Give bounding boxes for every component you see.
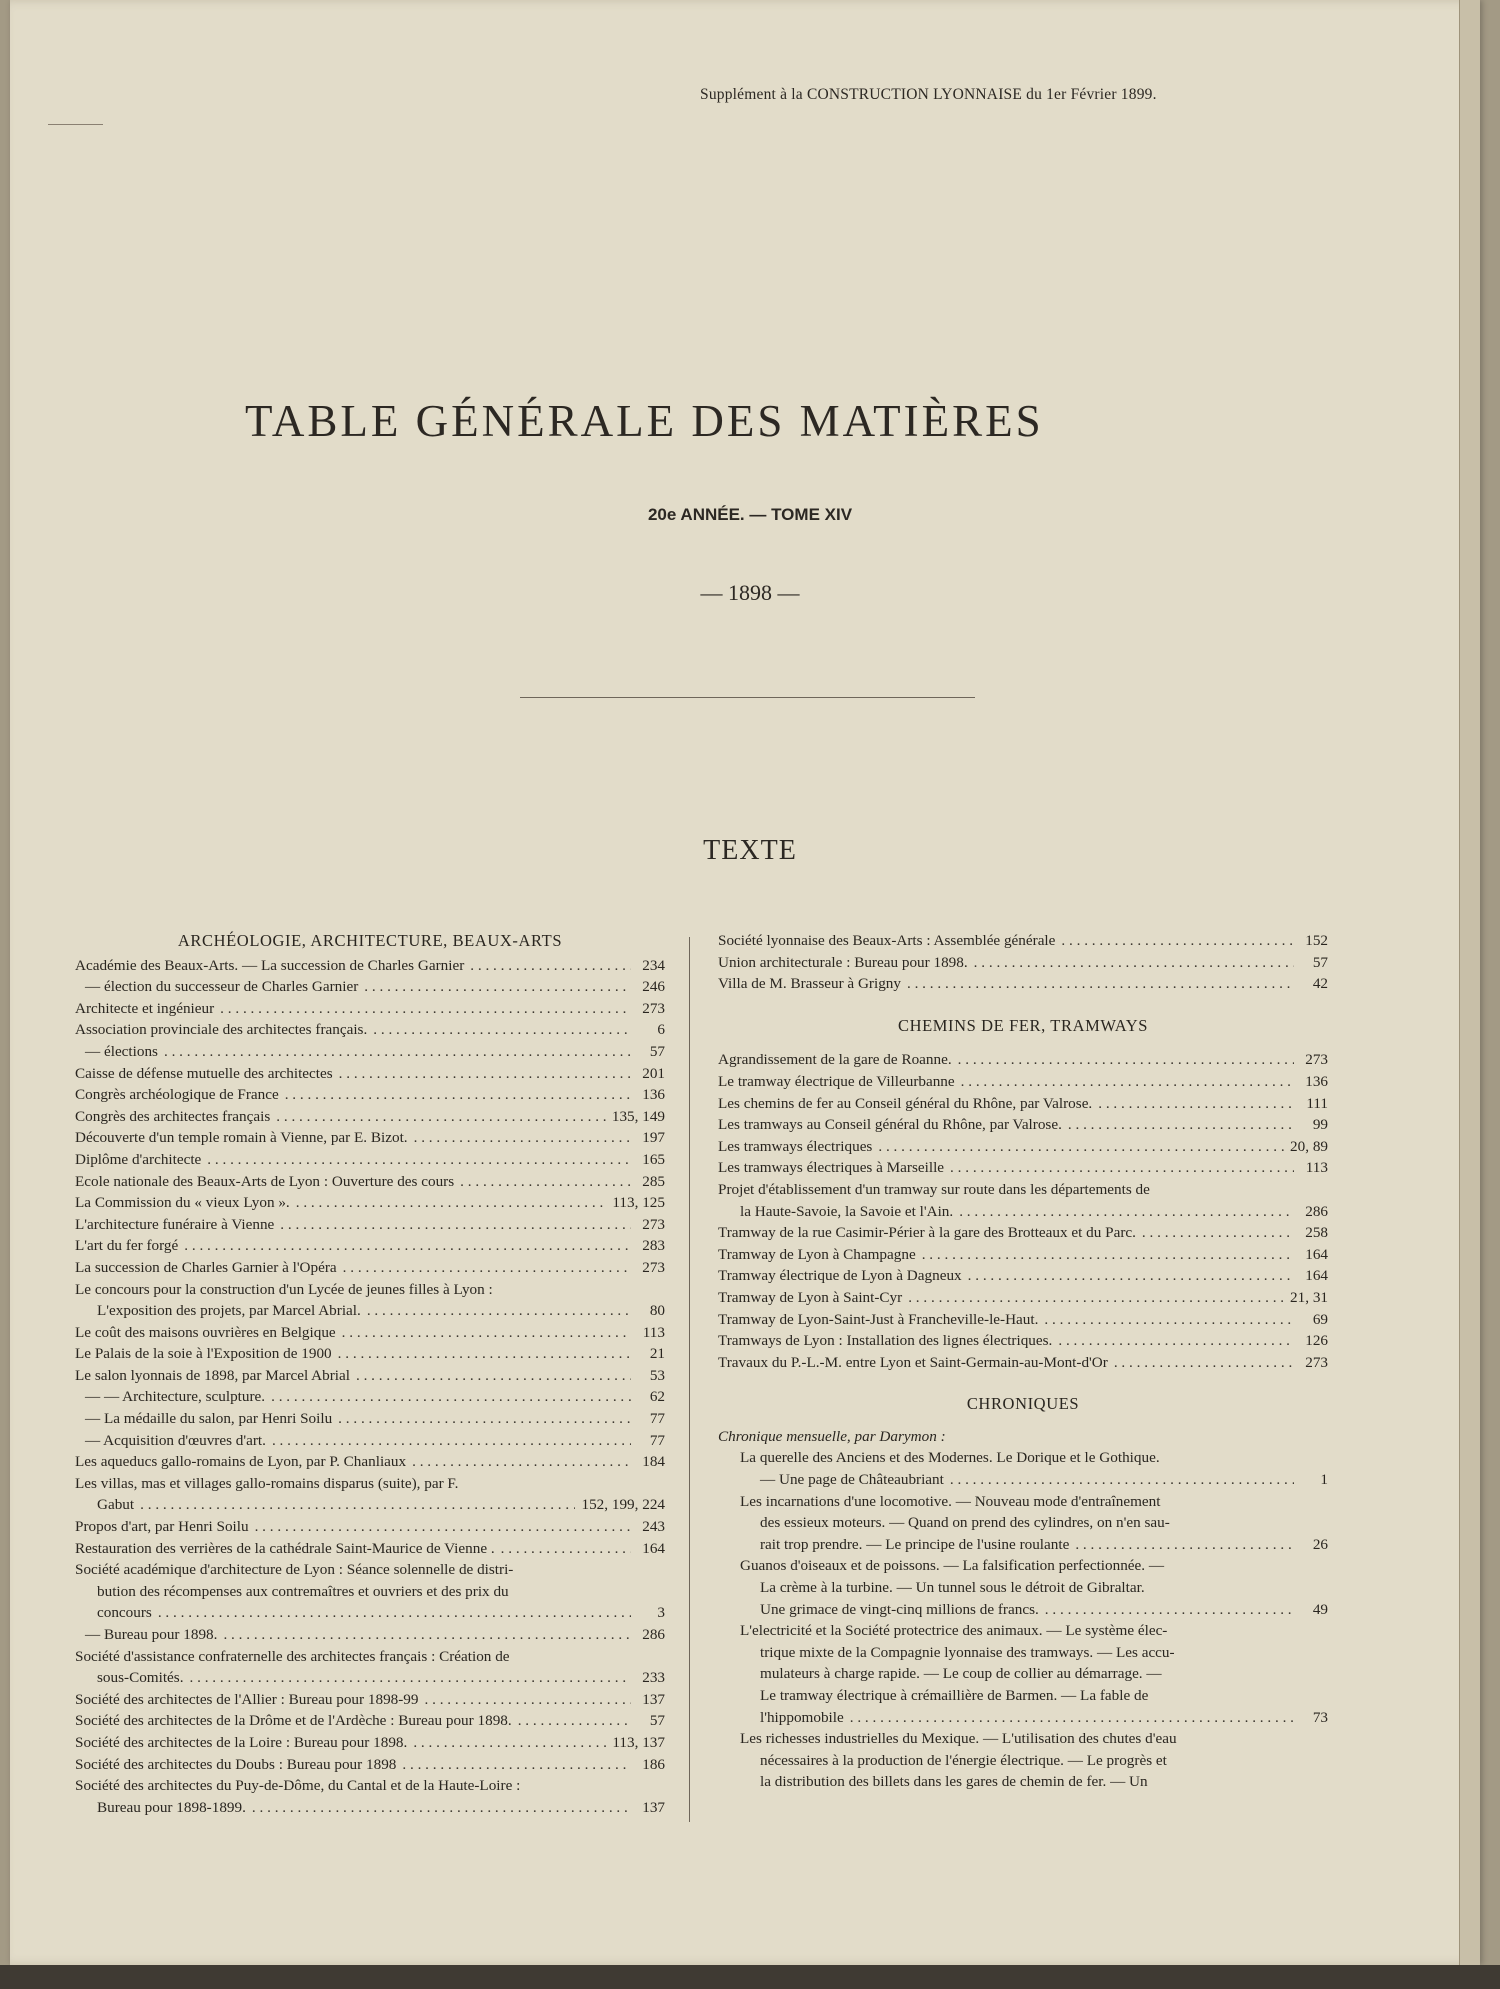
page-number: 137 <box>642 1690 665 1708</box>
scan-bottom-strip <box>0 1965 1500 1989</box>
dot-leader <box>190 1667 632 1689</box>
dot-leader <box>276 1106 606 1128</box>
list-item <box>75 1343 665 1365</box>
entry-title: La querelle des Anciens et des Modernes. Le Dorique et le Gothique. <box>740 1449 1160 1467</box>
entry-title: L'art du fer forgé <box>75 1237 179 1255</box>
list-item <box>75 1365 665 1387</box>
dot-leader <box>878 1136 1284 1158</box>
page-number: 233 <box>642 1669 665 1687</box>
list-item <box>718 1049 1328 1071</box>
entry-title: Académie des Beaux-Arts. — La succession de Charles Garnier <box>75 956 465 974</box>
dot-leader <box>343 1257 631 1279</box>
page-number: 69 <box>1312 1310 1328 1328</box>
list-item <box>718 1201 1328 1223</box>
dot-leader <box>339 1063 631 1085</box>
page-number: 283 <box>642 1237 665 1255</box>
dot-leader <box>412 1451 631 1473</box>
entry-title: — élections <box>85 1042 158 1060</box>
dot-leader <box>413 1732 606 1754</box>
entry-title: Tramway de la rue Casimir-Périer à la gare des Brotteaux et du Parc. <box>718 1224 1136 1242</box>
entry-title: Les richesses industrielles du Mexique. — L'utilisation des chutes d'eau <box>740 1730 1177 1748</box>
entry-title: — Une page de Châteaubriant <box>760 1471 944 1489</box>
list-item <box>75 1602 665 1624</box>
list-item <box>718 1287 1328 1309</box>
list-item <box>75 1322 665 1344</box>
entry-title: Découverte d'un temple romain à Vienne, par E. Bizot. <box>75 1129 408 1147</box>
page-number: 186 <box>642 1755 665 1773</box>
entry-title: Tramway de Lyon-Saint-Just à Francheville-le-Haut. <box>718 1310 1039 1328</box>
entry-title: Société académique d'architecture de Lyon : Séance solennelle de distri- <box>75 1561 514 1579</box>
page-number: 53 <box>649 1366 665 1384</box>
section-title: TEXTE <box>703 835 797 866</box>
page-number: 273 <box>642 1215 665 1233</box>
entry-title: Société des architectes de la Drôme et de l'Ardèche : Bureau pour 1898. <box>75 1712 512 1730</box>
dot-leader <box>950 1469 1294 1491</box>
dot-leader <box>1098 1093 1294 1115</box>
list-item <box>718 1093 1328 1115</box>
page-number: 20, 89 <box>1290 1137 1328 1155</box>
entry-title: l'hippomobile <box>760 1708 844 1726</box>
list-item <box>75 1257 665 1279</box>
entry-title: L'architecture funéraire à Vienne <box>75 1215 275 1233</box>
entry-title: Association provinciale des architectes français. <box>75 1021 368 1039</box>
list-item <box>718 1469 1328 1491</box>
list-item <box>75 1149 665 1171</box>
page-number: 73 <box>1312 1708 1328 1726</box>
page-number: 57 <box>649 1712 665 1730</box>
dot-leader <box>460 1171 631 1193</box>
list-item <box>75 1063 665 1085</box>
section-rule <box>520 697 975 698</box>
entry-title: Société lyonnaise des Beaux-Arts : Assemblée générale <box>718 932 1056 949</box>
entry-title: Les tramways électriques à Marseille <box>718 1159 945 1177</box>
dot-leader <box>280 1214 631 1236</box>
entry-title: Union architecturale : Bureau pour 1898. <box>718 953 968 971</box>
dot-leader <box>207 1149 631 1171</box>
right-column <box>718 930 1328 1793</box>
page-number: 113 <box>642 1323 665 1341</box>
supplement-header: Supplément à la CONSTRUCTION LYONNAISE du 1er Février 1899. <box>700 86 1157 103</box>
dot-leader <box>296 1192 607 1214</box>
entry-title: Guanos d'oiseaux et de poissons. — La falsification perfectionnée. — <box>740 1557 1165 1575</box>
list-item <box>75 1516 665 1538</box>
entry-title: La Commission du « vieux Lyon ». <box>75 1194 290 1212</box>
list-item <box>718 1599 1328 1621</box>
page-title: TABLE GÉNÉRALE DES MATIÈRES <box>245 396 1044 446</box>
list-item <box>75 1408 665 1430</box>
list-item <box>75 1624 665 1646</box>
dot-leader <box>255 1516 631 1538</box>
entry-title: Les villas, mas et villages gallo-romains disparus (suite), par F. <box>75 1474 459 1492</box>
entry-list <box>75 955 665 1819</box>
page-number: 77 <box>649 1431 665 1449</box>
page-number: 184 <box>642 1453 665 1471</box>
list-item <box>718 930 1328 952</box>
dot-leader <box>518 1710 631 1732</box>
dot-leader <box>338 1408 631 1430</box>
entry-title: — Bureau pour 1898. <box>85 1626 218 1643</box>
entry-title: Congrès des architectes français <box>75 1107 271 1125</box>
dot-leader <box>908 1287 1284 1309</box>
entry-title: concours <box>97 1604 152 1622</box>
dot-leader <box>961 1071 1294 1093</box>
page-number: 136 <box>642 1086 665 1104</box>
page-number: 1 <box>1320 1471 1328 1489</box>
list-item <box>75 1430 665 1452</box>
section-heading: CHEMINS DE FER, TRAMWAYS <box>897 1015 1149 1035</box>
dot-leader <box>907 973 1294 995</box>
list-item <box>75 1019 665 1041</box>
dot-leader <box>958 1049 1294 1071</box>
entry-title: bution des récompenses aux contremaîtres et ouvriers et des prix du <box>97 1582 509 1600</box>
entry-title: Propos d'art, par Henri Soilu <box>75 1518 249 1536</box>
page-number: 258 <box>1305 1224 1328 1242</box>
page-number: 201 <box>642 1064 665 1082</box>
list-item <box>75 1754 665 1776</box>
chronique-title: Chronique mensuelle, par Darymon : <box>718 1427 946 1445</box>
page-number: 164 <box>1305 1245 1328 1263</box>
dot-leader <box>1075 1534 1294 1556</box>
entry-title: Bureau pour 1898-1899. <box>97 1798 246 1816</box>
entry-title: Gabut <box>97 1496 135 1514</box>
entry-title: Les incarnations d'une locomotive. — Nouveau mode d'entraînement <box>740 1492 1161 1510</box>
page-number: 99 <box>1312 1116 1328 1134</box>
entry-title: Ecole nationale des Beaux-Arts de Lyon : Ouverture des cours <box>75 1172 455 1190</box>
dot-leader <box>1045 1599 1294 1621</box>
dot-leader <box>364 976 631 998</box>
entry-title: Les chemins de fer au Conseil général du Rhône, par Valrose. <box>718 1094 1093 1112</box>
entry-title: Le salon lyonnais de 1898, par Marcel Abrial <box>75 1366 350 1384</box>
entry-title: Les aqueducs gallo-romains de Lyon, par P. Chanliaux <box>75 1453 407 1471</box>
dot-leader <box>373 1019 631 1041</box>
entry-title: sous-Comités. <box>97 1669 184 1687</box>
entry-title: Une grimace de vingt-cinq millions de francs. <box>760 1600 1039 1618</box>
entry-title: trique mixte de la Compagnie lyonnaise des tramways. — Les accu- <box>760 1643 1175 1661</box>
page-number: 285 <box>642 1172 665 1190</box>
entry-title: la Haute-Savoie, la Savoie et l'Ain. <box>740 1202 954 1220</box>
page-number: 126 <box>1305 1332 1328 1350</box>
list-item <box>75 1710 665 1732</box>
list-item <box>75 976 665 998</box>
dot-leader <box>223 1624 631 1646</box>
page-number: 80 <box>649 1302 665 1320</box>
page-number: 136 <box>1305 1072 1328 1090</box>
list-item <box>718 973 1328 995</box>
entry-title: des essieux moteurs. — Quand on prend des cylindres, on n'en sau- <box>760 1514 1170 1532</box>
list-item <box>718 1265 1328 1287</box>
entry-title: Les tramways au Conseil général du Rhône, par Valrose. <box>718 1116 1062 1134</box>
entry-title: Le tramway électrique de Villeurbanne <box>718 1072 955 1090</box>
dot-leader <box>501 1538 631 1560</box>
dot-leader <box>356 1365 631 1387</box>
list-item <box>75 1732 665 1754</box>
page-number: 152, 199, 224 <box>581 1496 665 1514</box>
list-item <box>75 1214 665 1236</box>
entry-title: Le Palais de la soie à l'Exposition de 1900 <box>75 1345 332 1363</box>
list-item <box>75 1386 665 1408</box>
dot-leader <box>184 1235 631 1257</box>
page-number: 49 <box>1312 1600 1328 1618</box>
list-item <box>718 1707 1328 1729</box>
entry-list <box>718 1049 1328 1373</box>
entry-title: Travaux du P.-L.-M. entre Lyon et Saint-Germain-au-Mont-d'Or <box>718 1353 1108 1371</box>
list-item <box>718 1330 1328 1352</box>
list-item <box>718 1352 1328 1374</box>
dot-leader <box>272 1430 631 1452</box>
page-number: 57 <box>649 1042 665 1060</box>
entry-title: — La médaille du salon, par Henri Soilu <box>85 1410 333 1428</box>
entry-title: Le concours pour la construction d'un Lycée de jeunes filles à Lyon : <box>75 1280 493 1298</box>
dot-leader <box>425 1689 632 1711</box>
list-item <box>75 1689 665 1711</box>
list-item <box>75 1667 665 1689</box>
entry-title: Congrès archéologique de France <box>75 1086 279 1104</box>
list-item <box>75 1192 665 1214</box>
page-number: 42 <box>1312 975 1328 993</box>
page-number: 21, 31 <box>1290 1288 1328 1306</box>
entry-title: — Acquisition d'œuvres d'art. <box>85 1431 266 1449</box>
entry-title: Agrandissement de la gare de Roanne. <box>718 1051 952 1069</box>
entry-title: mulateurs à charge rapide. — Le coup de collier au démarrage. — <box>760 1665 1162 1683</box>
list-item <box>75 1451 665 1473</box>
list-item <box>75 1127 665 1149</box>
page-number: 3 <box>657 1604 665 1622</box>
list-item <box>718 1071 1328 1093</box>
page-number: 273 <box>642 999 665 1017</box>
dot-leader <box>414 1127 631 1149</box>
page-number: 164 <box>642 1539 665 1557</box>
dot-leader <box>850 1707 1294 1729</box>
list-item <box>718 1114 1328 1136</box>
list-item <box>75 1235 665 1257</box>
list-item <box>75 955 665 977</box>
dot-leader <box>252 1797 631 1819</box>
entry-title: Caisse de défense mutuelle des architectes <box>75 1064 333 1082</box>
page-number: 111 <box>1306 1094 1328 1112</box>
page-number: 137 <box>642 1798 665 1816</box>
page-number: 135, 149 <box>611 1107 665 1125</box>
dot-leader <box>164 1041 631 1063</box>
dot-leader <box>1068 1114 1294 1136</box>
entry-title: Société des architectes du Doubs : Bureau pour 1898 <box>75 1755 397 1773</box>
page-number: 234 <box>642 956 665 974</box>
page-number: 57 <box>1312 953 1328 971</box>
dot-leader <box>1058 1330 1294 1352</box>
dot-leader <box>271 1386 631 1408</box>
entry-title: La succession de Charles Garnier à l'Opéra <box>75 1258 337 1276</box>
entry-title: L'electricité et la Société protectrice des animaux. — Le système élec- <box>740 1622 1168 1640</box>
entry-title: Le coût des maisons ouvrières en Belgique <box>75 1323 336 1341</box>
dot-leader <box>1044 1309 1294 1331</box>
entry-title: nécessaires à la production de l'énergie électrique. — Le progrès et <box>760 1751 1167 1769</box>
entry-title: L'exposition des projets, par Marcel Abrial. <box>97 1302 361 1320</box>
volume-subtitle: 20e ANNÉE. — TOME XIV <box>647 505 853 524</box>
list-item <box>718 1534 1328 1556</box>
entry-title: Projet d'établissement d'un tramway sur route dans les départements de <box>718 1180 1150 1198</box>
entry-title: Tramway de Lyon à Champagne <box>718 1245 916 1263</box>
page-number: 113 <box>1305 1159 1328 1177</box>
list-item <box>718 1244 1328 1266</box>
dot-leader <box>974 952 1294 974</box>
list-item <box>75 1797 665 1819</box>
entry-title: Société des architectes de la Loire : Bureau pour 1898. <box>75 1733 408 1751</box>
entry-title: Société des architectes du Puy-de-Dôme, du Cantal et de la Haute-Loire : <box>75 1777 521 1795</box>
page-number: 197 <box>642 1129 665 1147</box>
dot-leader <box>140 1494 575 1516</box>
page-number: 21 <box>649 1345 665 1363</box>
list-item <box>75 1494 665 1516</box>
entry-title: Restauration des verrières de la cathédrale Saint-Maurice de Vienne . <box>75 1539 495 1557</box>
dot-leader <box>922 1244 1294 1266</box>
dot-leader <box>367 1300 631 1322</box>
dot-leader <box>1142 1222 1294 1244</box>
list-item <box>75 1084 665 1106</box>
dot-leader <box>285 1084 631 1106</box>
page-number: 246 <box>642 978 665 996</box>
page-number: 26 <box>1312 1535 1328 1553</box>
entry-title: Le tramway électrique à crémaillière de Barmen. — La fable de <box>760 1687 1149 1704</box>
list-item <box>75 1041 665 1063</box>
entry-list <box>718 930 1328 995</box>
list-item <box>75 1300 665 1322</box>
list-item <box>718 952 1328 974</box>
entry-title: Société d'assistance confraternelle des architectes français : Création de <box>75 1647 510 1665</box>
page-number: 165 <box>642 1150 665 1168</box>
entry-list <box>718 1447 1328 1793</box>
dot-leader <box>968 1265 1294 1287</box>
dot-leader <box>1061 930 1294 952</box>
dot-leader <box>220 998 631 1020</box>
page-number: 286 <box>642 1626 665 1643</box>
left-column <box>75 930 665 1818</box>
column-divider <box>689 937 690 1822</box>
section-heading: ARCHÉOLOGIE, ARCHITECTURE, BEAUX-ARTS <box>177 931 563 950</box>
entry-title: Société des architectes de l'Allier : Bureau pour 1898-99 <box>75 1690 419 1708</box>
page-number: 62 <box>649 1388 665 1406</box>
page-number: 273 <box>1305 1353 1328 1371</box>
page-number: 243 <box>642 1518 665 1536</box>
list-item <box>718 1222 1328 1244</box>
list-item <box>75 1106 665 1128</box>
dot-leader <box>959 1201 1294 1223</box>
entry-title: — — Architecture, sculpture. <box>85 1388 266 1406</box>
dot-leader <box>342 1322 631 1344</box>
page-number: 286 <box>1305 1202 1328 1220</box>
entry-title: la distribution des billets dans les gares de chemin de fer. — Un <box>760 1773 1148 1791</box>
entry-title: — élection du successeur de Charles Garnier <box>85 978 359 996</box>
page-number: 6 <box>657 1021 665 1039</box>
top-rule <box>48 124 103 125</box>
list-item <box>75 998 665 1020</box>
page-number: 273 <box>642 1258 665 1276</box>
page-edge <box>1459 0 1480 1965</box>
page-number: 113, 125 <box>612 1194 665 1212</box>
year-label: — 1898 — <box>700 580 800 605</box>
list-item <box>75 1171 665 1193</box>
dot-leader <box>950 1157 1294 1179</box>
page-number: 77 <box>649 1410 665 1428</box>
page-number: 113, 137 <box>612 1733 665 1751</box>
entry-title: La crème à la turbine. — Un tunnel sous le détroit de Gibraltar. <box>760 1579 1145 1597</box>
dot-leader <box>402 1754 631 1776</box>
entry-title: rait trop prendre. — Le principe de l'usine roulante <box>760 1535 1070 1553</box>
page-number: 164 <box>1305 1267 1328 1285</box>
dot-leader <box>470 955 631 977</box>
page-number: 152 <box>1305 932 1328 949</box>
list-item <box>718 1136 1328 1158</box>
list-item <box>718 1157 1328 1179</box>
dot-leader <box>1114 1352 1294 1374</box>
entry-title: Tramway de Lyon à Saint-Cyr <box>718 1288 903 1306</box>
entry-title: Diplôme d'architecte <box>75 1150 202 1168</box>
entry-title: Villa de M. Brasseur à Grigny <box>718 975 901 993</box>
section-heading: CHRONIQUES <box>966 1394 1080 1414</box>
entry-title: Tramway électrique de Lyon à Dagneux <box>718 1267 962 1285</box>
dot-leader <box>158 1602 631 1624</box>
entry-title: Architecte et ingénieur <box>75 999 215 1017</box>
page-number: 273 <box>1305 1051 1328 1069</box>
list-item <box>718 1309 1328 1331</box>
list-item <box>75 1538 665 1560</box>
entry-title: Tramways de Lyon : Installation des lignes électriques. <box>718 1332 1053 1350</box>
dot-leader <box>338 1343 631 1365</box>
entry-title: Les tramways électriques <box>718 1137 873 1155</box>
